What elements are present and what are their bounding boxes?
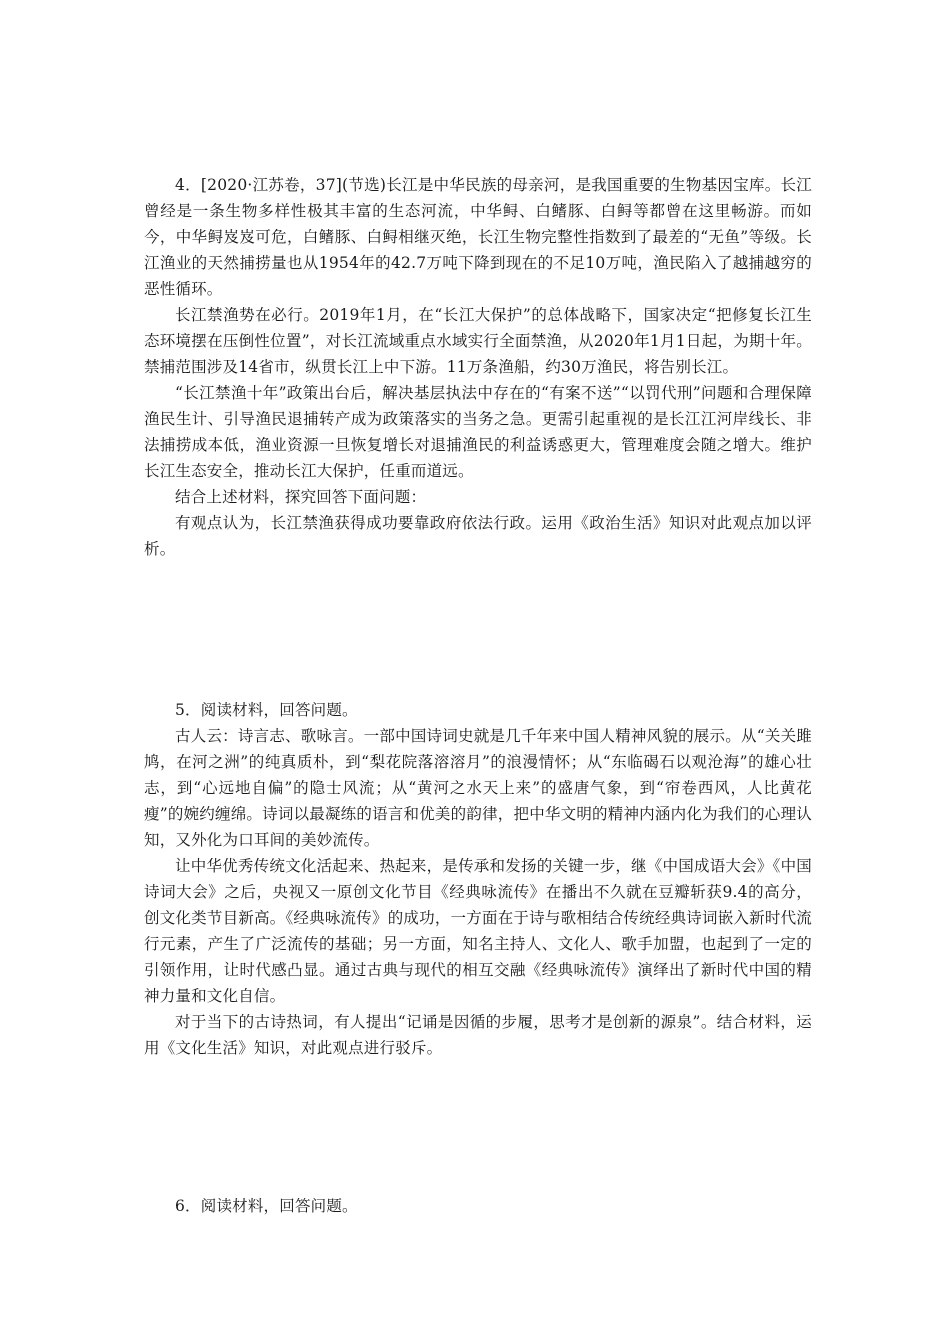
question-5-heading: 5．阅读材料，回答问题。	[175, 701, 358, 719]
question-5-text	[144, 697, 812, 1061]
question-4-paragraph-2: “长江禁渔十年”政策出台后，解决基层执法中存在的“有案不送”“以罚代刑”问题和合理保障渔民生计、引导渔民退捕转产成为政策落实的当务之急。更需引起重视的是长江江河岸线长、非法捕捞成本低，渔业资源一旦恢复增长对退捕渔民的利益诱惑更大，管理难度会随之增大。维护长江生态安全，推动长江大保护，任重而道远。	[144, 384, 812, 480]
question-6-text	[144, 1193, 812, 1219]
question-6-heading: 6．阅读材料，回答问题。	[175, 1197, 358, 1215]
question-6	[144, 1193, 812, 1219]
question-4-paragraph-1: 长江禁渔势在必行。2019年1月，在“长江大保护”的总体战略下，国家决定“把修复长江生态环境摆在压倒性位置”，对长江流域重点水域实行全面禁渔，从2020年1月1日起，为期十年。禁捕范围涉及14省市，纵贯长江上中下游。11万条渔船，约30万渔民，将告别长江。	[144, 306, 812, 376]
question-4-stem: 4．[2020·江苏卷，37](节选)长江是中华民族的母亲河，是我国重要的生物基因宝库。长江曾经是一条生物多样性极其丰富的生态河流，中华鲟、白鳍豚、白鲟等都曾在这里畅游。而如今，中华鲟岌岌可危，白鳍豚、白鲟相继灭绝，长江生物完整性指数到了最差的“无鱼”等级。长江渔业的天然捕捞量也从1954年的42.7万吨下降到现在的不足10万吨，渔民陷入了越捕越穷的恶性循环。	[144, 176, 812, 298]
question-4-prompt: 有观点认为，长江禁渔获得成功要靠政府依法行政。运用《政治生活》知识对此观点加以评析。	[144, 514, 812, 558]
question-5-prompt: 对于当下的古诗热词，有人提出“记诵是因循的步履，思考才是创新的源泉”。结合材料，运用《文化生活》知识，对此观点进行驳斥。	[144, 1013, 812, 1057]
question-4	[144, 172, 812, 562]
question-4-instruction: 结合上述材料，探究回答下面问题：	[175, 488, 427, 506]
question-5	[144, 697, 812, 1061]
question-4-text	[144, 172, 812, 562]
question-5-paragraph-2: 让中华优秀传统文化活起来、热起来，是传承和发扬的关键一步，继《中国成语大会》《中国诗词大会》之后，央视又一原创文化节目《经典咏流传》在播出不久就在豆瓣斩获9.4的高分，创文化类节目新高。《经典咏流传》的成功，一方面在于诗与歌相结合传统经典诗词嵌入新时代流行元素，产生了广泛流传的基础；另一方面，知名主持人、文化人、歌手加盟，也起到了一定的引领作用，让时代感凸显。通过古典与现代的相互交融《经典咏流传》演绎出了新时代中国的精神力量和文化自信。	[144, 857, 812, 1005]
question-5-paragraph-1: 古人云：诗言志、歌咏言。一部中国诗词史就是几千年来中国人精神风貌的展示。从“关关雎鸠，在河之洲”的纯真质朴，到“梨花院落溶溶月”的浪漫情怀；从“东临碣石以观沧海”的雄心壮志，到“心远地自偏”的隐士风流；从“黄河之水天上来”的盛唐气象，到“帘卷西风，人比黄花瘦”的婉约缠绵。诗词以最凝练的语言和优美的韵律，把中华文明的精神内涵内化为我们的心理认知，又外化为口耳间的美妙流传。	[144, 727, 812, 849]
